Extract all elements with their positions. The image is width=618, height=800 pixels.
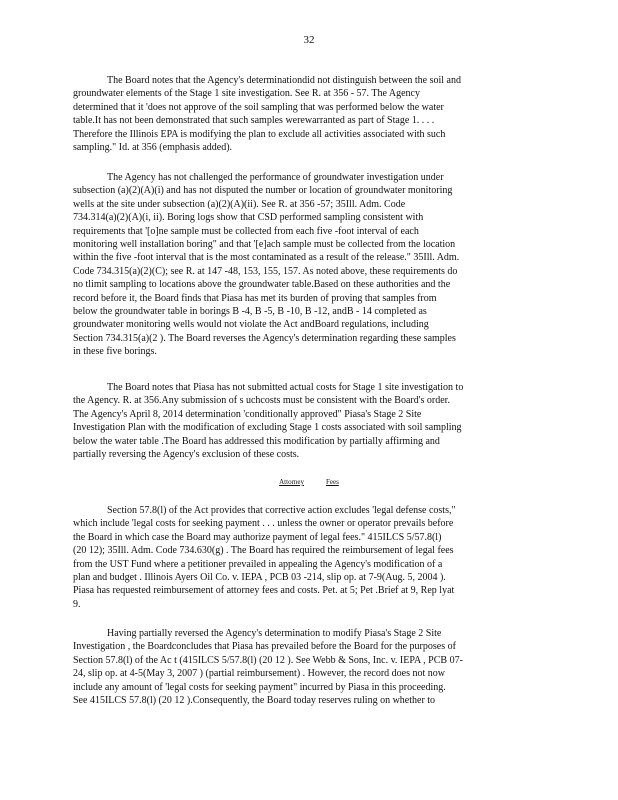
paragraph-3 [73, 381, 545, 461]
paragraph-line: subsection (a)(2)(A)(i) and has not disputed the number or location of groundwater monitoring [73, 185, 453, 197]
paragraph-line: table.It has not been demonstrated that such samples werewarranted as part of Stage 1. . . . [73, 115, 435, 127]
paragraph-line: the Agency. R. at 356.Any submission of s uchcosts must be consistent with the Board's order. [73, 395, 450, 407]
paragraph-line: below the groundwater table in borings B -4, B -5, B -10, B -12, andB - 14 completed as [73, 306, 427, 318]
page-number: 32 [303, 34, 315, 46]
paragraph-line: 9. [73, 598, 81, 610]
heading-word-attorney: Attorney [279, 478, 305, 486]
paragraph-line: plan and budget . Illinois Ayers Oil Co. v. IEPA , PCB 03 -214, slip op. at 7-9(Aug. 5, 2004 ). [73, 572, 446, 584]
paragraph-line: requirements that '[o]ne sample must be collected from each five -foot interval of each [73, 225, 419, 237]
paragraph-line: include any amount of 'legal costs for seeking payment" incurred by Piasa in this proceeding. [73, 681, 446, 693]
heading-word-fees: Fees [326, 478, 339, 486]
paragraph-line: The Agency's April 8, 2014 determination 'conditionally approved" Piasa's Stage 2 Site [73, 408, 422, 420]
paragraph-line: below the water table .The Board has addressed this modification by partially affirming and [73, 435, 440, 447]
paragraph-line: 734.314(a)(2)(A)(i, ii). Boring logs show that CSD performed sampling consistent with [73, 212, 424, 224]
paragraph-4 [73, 504, 545, 611]
paragraph-line: monitoring well installation boring" and that '[e]ach sample must be collected from the location [73, 239, 456, 251]
paragraph-line: Code 734.315(a)(2)(C); see R. at 147 -48, 153, 155, 157. As noted above, these requirements do [73, 265, 458, 277]
paragraph-line: The Board notes that the Agency's determinationdid not distinguish between the soil and [107, 75, 461, 86]
paragraph-line: sampling." Id. at 356 (emphasis added). [73, 142, 233, 154]
paragraph-line: Piasa has requested reimbursement of attorney fees and costs. Pet. at 5; Pet .Brief at 9, Rep lyat [73, 585, 455, 597]
paragraph-line: (20 12); 35Ill. Adm. Code 734.630(g) . The Board has required the reimbursement of legal fees [73, 545, 454, 557]
paragraph-line: from the UST Fund where a petitioner prevailed in appealing the Agency's modification of a [73, 558, 443, 570]
paragraph-1 [73, 74, 545, 154]
paragraph-line: which include 'legal costs for seeking payment . . . unless the owner or operator prevails before [73, 518, 454, 530]
paragraph-line: no tlimit sampling to locations above the groundwater table.Based on these authorities and the [73, 279, 451, 291]
section-heading [0, 478, 618, 486]
paragraph-line: Section 57.8(l) of the Act provides that corrective action excludes 'legal defense costs," [107, 505, 456, 516]
paragraph-line: 24, slip op. at 4-5(May 3, 2007 ) (partial reimbursement) . However, the record does not now [73, 668, 446, 680]
paragraph-line: within the five -foot interval that is the most contaminated as a result of the release." 35Ill. Adm. [73, 252, 460, 264]
paragraph-line: partially reversing the Agency's exclusion of these costs. [73, 449, 300, 461]
paragraph-line: See 415ILCS 57.8(l) (20 12 ).Consequently, the Board today reserves ruling on whether to [73, 695, 436, 707]
paragraph-line: determined that it 'does not approve of the soil sampling that was performed below the water [73, 101, 444, 113]
paragraph-line: Section 734.315(a)(2 ). The Board reverses the Agency's determination regarding these samples [73, 332, 456, 344]
paragraph-5 [73, 627, 545, 707]
paragraph-line: Investigation Plan with the modification of excluding Stage 1 costs associated with soil sampling [73, 422, 462, 434]
paragraph-line: record before it, the Board finds that Piasa has met its burden of proving that samples from [73, 292, 437, 304]
paragraph-2 [73, 171, 545, 359]
paragraph-line: in these five borings. [73, 346, 157, 358]
paragraph-line: Therefore the Illinois EPA is modifying the plan to exclude all activities associated with such [73, 128, 446, 140]
paragraph-line: The Agency has not challenged the performance of groundwater investigation under [107, 172, 444, 183]
paragraph-line: Investigation , the Boardconcludes that Piasa has prevailed before the Board for the purposes of [73, 641, 456, 653]
paragraph-line: the Board in which case the Board may authorize payment of legal fees." 415ILCS 5/57.8(l) [73, 531, 442, 543]
paragraph-line: Having partially reversed the Agency's determination to modify Piasa's Stage 2 Site [107, 628, 442, 639]
paragraph-line: Section 57.8(l) of the Ac t (415ILCS 5/57.8(l) (20 12 ). See Webb & Sons, Inc. v. IEPA , PCB 07- [73, 654, 463, 666]
paragraph-line: groundwater elements of the Stage 1 site investigation. See R. at 356 - 57. The Agency [73, 88, 420, 100]
paragraph-line: groundwater monitoring wells would not violate the Act andBoard regulations, including [73, 319, 429, 331]
paragraph-line: wells at the site under subsection (a)(2)(A)(ii). See R. at 356 -57; 35Ill. Adm. Code [73, 198, 406, 210]
paragraph-line: The Board notes that Piasa has not submitted actual costs for Stage 1 site investigation to [107, 382, 464, 393]
